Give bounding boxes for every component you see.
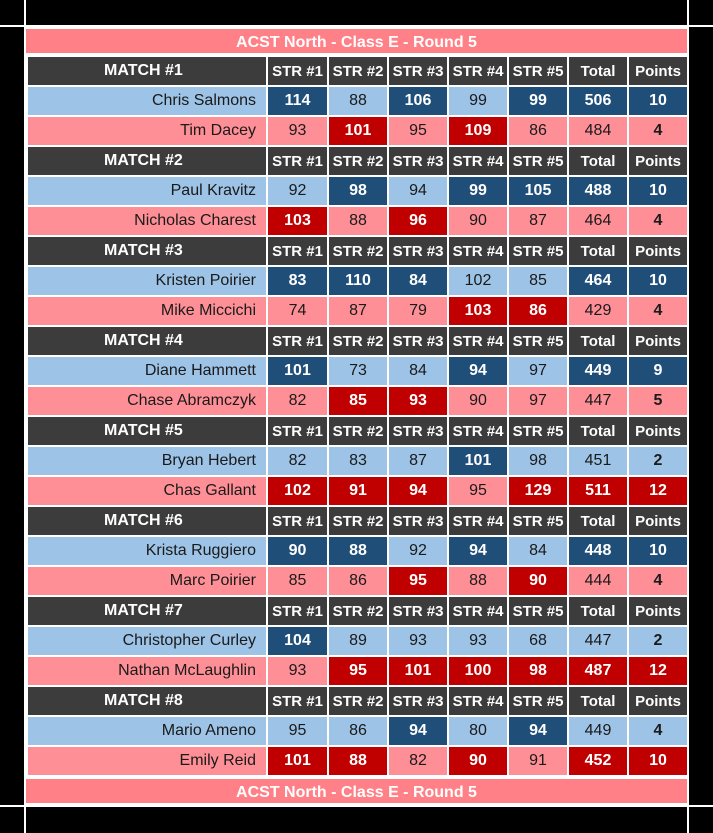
player-name: Tim Dacey <box>27 116 267 146</box>
player-row <box>27 296 688 326</box>
string-score: 93 <box>267 656 328 686</box>
string-score: 96 <box>388 206 448 236</box>
string-score: 90 <box>448 206 508 236</box>
column-header: Points <box>628 56 688 86</box>
match-points: 10 <box>628 86 688 116</box>
column-header: STR #3 <box>388 146 448 176</box>
player-name: Christopher Curley <box>27 626 267 656</box>
string-score: 80 <box>448 716 508 746</box>
column-header: Total <box>568 326 628 356</box>
string-score: 94 <box>388 476 448 506</box>
total-score: 487 <box>568 656 628 686</box>
string-score: 104 <box>267 626 328 656</box>
column-header: STR #4 <box>448 146 508 176</box>
player-name: Marc Poirier <box>27 566 267 596</box>
match-header-row <box>27 56 688 86</box>
string-score: 98 <box>328 176 388 206</box>
match-header-row <box>27 596 688 626</box>
match-header-row <box>27 506 688 536</box>
match-title: MATCH #3 <box>27 236 267 266</box>
string-score: 74 <box>267 296 328 326</box>
column-header: Points <box>628 326 688 356</box>
match-points: 4 <box>628 116 688 146</box>
player-row <box>27 716 688 746</box>
player-row <box>27 86 688 116</box>
string-score: 87 <box>388 446 448 476</box>
player-row <box>27 386 688 416</box>
player-row <box>27 116 688 146</box>
column-header: STR #4 <box>448 56 508 86</box>
column-header: STR #2 <box>328 326 388 356</box>
total-score: 452 <box>568 746 628 776</box>
column-header: STR #2 <box>328 416 388 446</box>
string-score: 79 <box>388 296 448 326</box>
player-name: Chris Salmons <box>27 86 267 116</box>
string-score: 93 <box>388 386 448 416</box>
string-score: 87 <box>508 206 568 236</box>
column-header: STR #2 <box>328 236 388 266</box>
player-row <box>27 446 688 476</box>
player-row <box>27 626 688 656</box>
match-title: MATCH #6 <box>27 506 267 536</box>
string-score: 82 <box>267 386 328 416</box>
column-header: Points <box>628 596 688 626</box>
total-score: 488 <box>568 176 628 206</box>
match-title: MATCH #7 <box>27 596 267 626</box>
string-score: 68 <box>508 626 568 656</box>
string-score: 94 <box>388 716 448 746</box>
results-sheet <box>26 27 687 805</box>
player-row <box>27 206 688 236</box>
string-score: 88 <box>448 566 508 596</box>
column-header: STR #4 <box>448 236 508 266</box>
string-score: 95 <box>448 476 508 506</box>
column-header: STR #1 <box>267 326 328 356</box>
column-header: STR #4 <box>448 326 508 356</box>
player-row <box>27 476 688 506</box>
string-score: 103 <box>267 206 328 236</box>
bottom-border <box>26 805 687 833</box>
player-row <box>27 746 688 776</box>
string-score: 110 <box>328 266 388 296</box>
string-score: 94 <box>448 536 508 566</box>
string-score: 82 <box>388 746 448 776</box>
string-score: 83 <box>267 266 328 296</box>
match-header-row <box>27 236 688 266</box>
total-score: 484 <box>568 116 628 146</box>
match-points: 10 <box>628 176 688 206</box>
match-points: 5 <box>628 386 688 416</box>
string-score: 88 <box>328 746 388 776</box>
match-header-row <box>27 416 688 446</box>
string-score: 91 <box>508 746 568 776</box>
string-score: 92 <box>388 536 448 566</box>
match-header-row <box>27 686 688 716</box>
string-score: 86 <box>328 566 388 596</box>
total-score: 449 <box>568 716 628 746</box>
string-score: 101 <box>267 746 328 776</box>
string-score: 99 <box>448 176 508 206</box>
string-score: 99 <box>508 86 568 116</box>
column-header: STR #1 <box>267 146 328 176</box>
match-points: 12 <box>628 476 688 506</box>
player-row <box>27 566 688 596</box>
column-header: STR #1 <box>267 506 328 536</box>
total-score: 464 <box>568 266 628 296</box>
player-name: Chas Gallant <box>27 476 267 506</box>
string-score: 82 <box>267 446 328 476</box>
player-name: Diane Hammett <box>27 356 267 386</box>
string-score: 84 <box>388 266 448 296</box>
string-score: 114 <box>267 86 328 116</box>
player-name: Emily Reid <box>27 746 267 776</box>
total-score: 451 <box>568 446 628 476</box>
total-score: 447 <box>568 626 628 656</box>
string-score: 95 <box>388 116 448 146</box>
string-score: 94 <box>448 356 508 386</box>
string-score: 88 <box>328 206 388 236</box>
player-name: Nathan McLaughlin <box>27 656 267 686</box>
string-score: 95 <box>388 566 448 596</box>
column-header: STR #3 <box>388 236 448 266</box>
string-score: 94 <box>388 176 448 206</box>
column-header: STR #4 <box>448 416 508 446</box>
column-header: STR #5 <box>508 146 568 176</box>
column-header: Total <box>568 236 628 266</box>
column-header: STR #3 <box>388 326 448 356</box>
column-header: STR #3 <box>388 686 448 716</box>
match-title: MATCH #5 <box>27 416 267 446</box>
column-header: Total <box>568 596 628 626</box>
match-points: 10 <box>628 746 688 776</box>
column-header: Total <box>568 506 628 536</box>
column-header: STR #2 <box>328 596 388 626</box>
string-score: 85 <box>267 566 328 596</box>
player-name: Mike Miccichi <box>27 296 267 326</box>
string-score: 84 <box>388 356 448 386</box>
match-points: 10 <box>628 536 688 566</box>
column-header: STR #2 <box>328 506 388 536</box>
total-score: 506 <box>568 86 628 116</box>
match-points: 2 <box>628 446 688 476</box>
column-header: STR #5 <box>508 686 568 716</box>
player-row <box>27 266 688 296</box>
string-score: 97 <box>508 356 568 386</box>
match-points: 4 <box>628 206 688 236</box>
string-score: 101 <box>328 116 388 146</box>
player-name: Bryan Hebert <box>27 446 267 476</box>
column-header: Total <box>568 146 628 176</box>
string-score: 93 <box>388 626 448 656</box>
column-header: Total <box>568 686 628 716</box>
column-header: STR #1 <box>267 416 328 446</box>
column-header: STR #5 <box>508 506 568 536</box>
string-score: 88 <box>328 536 388 566</box>
match-title: MATCH #2 <box>27 146 267 176</box>
string-score: 86 <box>508 296 568 326</box>
match-title: MATCH #8 <box>27 686 267 716</box>
results-table <box>26 55 689 777</box>
column-header: STR #3 <box>388 416 448 446</box>
column-header: STR #4 <box>448 596 508 626</box>
string-score: 85 <box>328 386 388 416</box>
string-score: 90 <box>448 746 508 776</box>
column-header: STR #5 <box>508 236 568 266</box>
player-row <box>27 176 688 206</box>
string-score: 92 <box>267 176 328 206</box>
string-score: 95 <box>328 656 388 686</box>
match-header-row <box>27 146 688 176</box>
match-header-row <box>27 326 688 356</box>
string-score: 95 <box>267 716 328 746</box>
column-header: STR #3 <box>388 506 448 536</box>
string-score: 87 <box>328 296 388 326</box>
string-score: 91 <box>328 476 388 506</box>
string-score: 101 <box>267 356 328 386</box>
column-header: Points <box>628 416 688 446</box>
player-row <box>27 656 688 686</box>
string-score: 98 <box>508 446 568 476</box>
string-score: 84 <box>508 536 568 566</box>
column-header: STR #5 <box>508 596 568 626</box>
player-name: Krista Ruggiero <box>27 536 267 566</box>
string-score: 93 <box>267 116 328 146</box>
right-border <box>687 0 713 833</box>
column-header: STR #2 <box>328 686 388 716</box>
string-score: 83 <box>328 446 388 476</box>
column-header: STR #5 <box>508 56 568 86</box>
string-score: 90 <box>448 386 508 416</box>
string-score: 106 <box>388 86 448 116</box>
total-score: 511 <box>568 476 628 506</box>
string-score: 94 <box>508 716 568 746</box>
column-header: STR #4 <box>448 506 508 536</box>
column-header: STR #5 <box>508 326 568 356</box>
player-name: Mario Ameno <box>27 716 267 746</box>
string-score: 101 <box>388 656 448 686</box>
match-points: 10 <box>628 266 688 296</box>
results-body <box>27 56 688 776</box>
match-title: MATCH #1 <box>27 56 267 86</box>
footer-banner: ACST North - Class E - Round 5 <box>26 777 687 805</box>
string-score: 89 <box>328 626 388 656</box>
match-points: 4 <box>628 716 688 746</box>
string-score: 90 <box>508 566 568 596</box>
column-header: Total <box>568 416 628 446</box>
string-score: 98 <box>508 656 568 686</box>
string-score: 86 <box>328 716 388 746</box>
top-border <box>26 0 687 27</box>
match-title: MATCH #4 <box>27 326 267 356</box>
column-header: STR #1 <box>267 686 328 716</box>
string-score: 129 <box>508 476 568 506</box>
string-score: 88 <box>328 86 388 116</box>
column-header: Points <box>628 236 688 266</box>
string-score: 99 <box>448 86 508 116</box>
column-header: STR #5 <box>508 416 568 446</box>
match-points: 4 <box>628 296 688 326</box>
string-score: 90 <box>267 536 328 566</box>
column-header: STR #1 <box>267 236 328 266</box>
column-header: Total <box>568 56 628 86</box>
player-name: Nicholas Charest <box>27 206 267 236</box>
player-row <box>27 536 688 566</box>
total-score: 449 <box>568 356 628 386</box>
column-header: STR #4 <box>448 686 508 716</box>
match-points: 2 <box>628 626 688 656</box>
column-header: STR #2 <box>328 146 388 176</box>
string-score: 105 <box>508 176 568 206</box>
string-score: 93 <box>448 626 508 656</box>
column-header: Points <box>628 146 688 176</box>
column-header: STR #3 <box>388 596 448 626</box>
player-name: Paul Kravitz <box>27 176 267 206</box>
total-score: 464 <box>568 206 628 236</box>
column-header: STR #1 <box>267 56 328 86</box>
string-score: 85 <box>508 266 568 296</box>
string-score: 101 <box>448 446 508 476</box>
string-score: 102 <box>448 266 508 296</box>
column-header: Points <box>628 686 688 716</box>
match-points: 9 <box>628 356 688 386</box>
string-score: 86 <box>508 116 568 146</box>
player-row <box>27 356 688 386</box>
column-header: STR #1 <box>267 596 328 626</box>
column-header: STR #3 <box>388 56 448 86</box>
match-points: 4 <box>628 566 688 596</box>
player-name: Kristen Poirier <box>27 266 267 296</box>
column-header: STR #2 <box>328 56 388 86</box>
string-score: 100 <box>448 656 508 686</box>
column-header: Points <box>628 506 688 536</box>
total-score: 448 <box>568 536 628 566</box>
string-score: 103 <box>448 296 508 326</box>
string-score: 73 <box>328 356 388 386</box>
total-score: 444 <box>568 566 628 596</box>
player-name: Chase Abramczyk <box>27 386 267 416</box>
left-border <box>0 0 26 833</box>
string-score: 102 <box>267 476 328 506</box>
match-points: 12 <box>628 656 688 686</box>
total-score: 429 <box>568 296 628 326</box>
string-score: 109 <box>448 116 508 146</box>
string-score: 97 <box>508 386 568 416</box>
title-banner: ACST North - Class E - Round 5 <box>26 27 687 55</box>
total-score: 447 <box>568 386 628 416</box>
